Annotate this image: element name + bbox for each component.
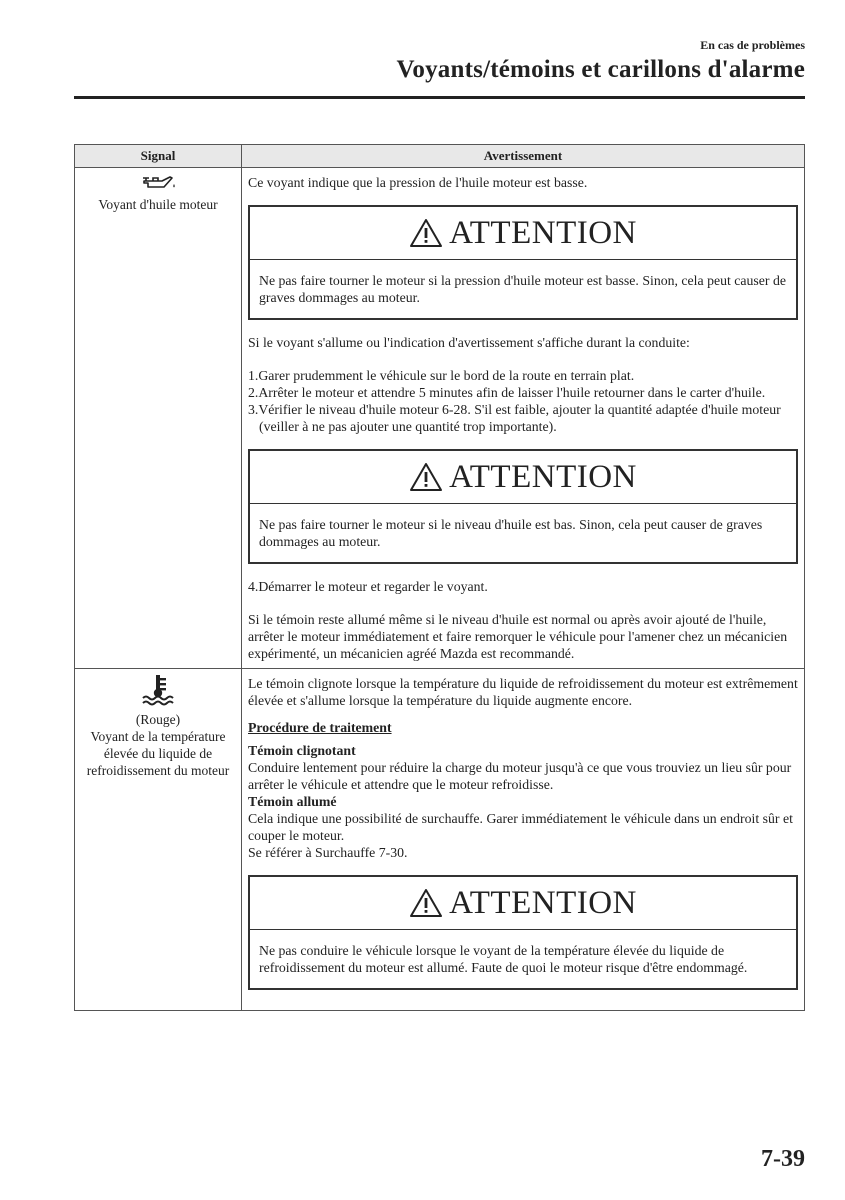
- column-header-warning: Avertissement: [242, 145, 805, 168]
- intro-text: Ce voyant indique que la pression de l'huile moteur est basse.: [248, 175, 588, 190]
- signal-label: Voyant d'huile moteur: [98, 197, 218, 212]
- attention-header: [250, 451, 796, 504]
- column-header-signal: Signal: [75, 145, 242, 168]
- list-item: 2.Arrêter le moteur et attendre 5 minutes afin de laisser l'huile retourner dans le carter d'huile.: [248, 385, 766, 400]
- page-number: 7-39: [761, 1146, 805, 1172]
- attention-box: [248, 449, 798, 564]
- blinking-title: Témoin clignotant: [248, 743, 356, 758]
- attention-text: Ne pas faire tourner le moteur si le niveau d'huile est bas. Sinon, cela peut causer de graves dommages au moteur.: [259, 517, 763, 549]
- attention-text: Ne pas faire tourner le moteur si la pression d'huile moteur est basse. Sinon, cela peut causer de graves dommages au moteur.: [259, 273, 786, 305]
- outro-text: Si le témoin reste allumé même si le niveau d'huile est normal ou après avoir ajouté de l'huile, arrêter le moteur immédiatement et faire remorquer le véhicule pour l'amener chez un mécanicien expérimenté, un mécanicien agréé Mazda est recommandé.: [248, 612, 788, 661]
- warning-cell-oil: [242, 168, 805, 669]
- attention-text: Ne pas conduire le véhicule lorsque le voyant de la température élevée du liquide de refroidissement du moteur est allumé. Faute de quoi le moteur risque d'être endommagé.: [259, 943, 748, 975]
- steps-list: [248, 367, 798, 435]
- warning-triangle-icon: [409, 888, 443, 918]
- warning-cell-coolant: [242, 669, 805, 1011]
- signal-label: Voyant de la température élevée du liquide de refroidissement du moteur: [86, 729, 230, 778]
- warning-table: [74, 144, 805, 1011]
- signal-cell-coolant: [75, 669, 242, 1011]
- procedure-title: Procédure de traitement: [248, 720, 392, 735]
- attention-header: [250, 207, 796, 260]
- during-driving-text: Si le voyant s'allume ou l'indication d'avertissement s'affiche durant la conduite:: [248, 335, 690, 350]
- page-title: Voyants/témoins et carillons d'alarme: [396, 56, 805, 83]
- signal-cell-oil: [75, 168, 242, 669]
- blinking-text: Conduire lentement pour réduire la charge du moteur jusqu'à ce que vous trouviez un lieu sûr pour arrêter le véhicule et attendre que le moteur refroidisse.: [248, 760, 792, 792]
- list-item: 1.Garer prudemment le véhicule sur le bord de la route en terrain plat.: [248, 368, 635, 383]
- intro-text: Le témoin clignote lorsque la température du liquide de refroidissement du moteur est extrêmement élevée et s'allume lorsque la température du liquide augmente encore.: [248, 676, 798, 708]
- table-row: [75, 669, 805, 1011]
- attention-box: [248, 875, 798, 990]
- warning-triangle-icon: [409, 462, 443, 492]
- signal-color: (Rouge): [135, 712, 181, 727]
- section-label: En cas de problèmes: [700, 38, 805, 52]
- attention-title: ATTENTION: [449, 214, 637, 251]
- table-header-row: [75, 145, 805, 168]
- coolant-temperature-icon: [140, 673, 176, 707]
- header-rule: [74, 96, 805, 99]
- list-item: 3.Vérifier le niveau d'huile moteur 6-28. S'il est faible, ajouter la quantité adaptée d'huile moteur (veiller à ne pas ajouter une quantité trop importante).: [248, 402, 781, 434]
- attention-title: ATTENTION: [449, 458, 637, 495]
- reference-text: Se référer à Surchauffe 7-30.: [248, 845, 408, 860]
- oil-can-icon: [140, 172, 176, 192]
- warning-triangle-icon: [409, 218, 443, 248]
- step-four-text: 4.Démarrer le moteur et regarder le voyant.: [248, 579, 488, 594]
- attention-title: ATTENTION: [449, 884, 637, 921]
- on-title: Témoin allumé: [248, 794, 337, 809]
- on-text: Cela indique une possibilité de surchauffe. Garer immédiatement le véhicule dans un endroit sûr et couper le moteur.: [248, 811, 793, 843]
- attention-header: [250, 877, 796, 930]
- attention-box: [248, 205, 798, 320]
- table-row: [75, 168, 805, 669]
